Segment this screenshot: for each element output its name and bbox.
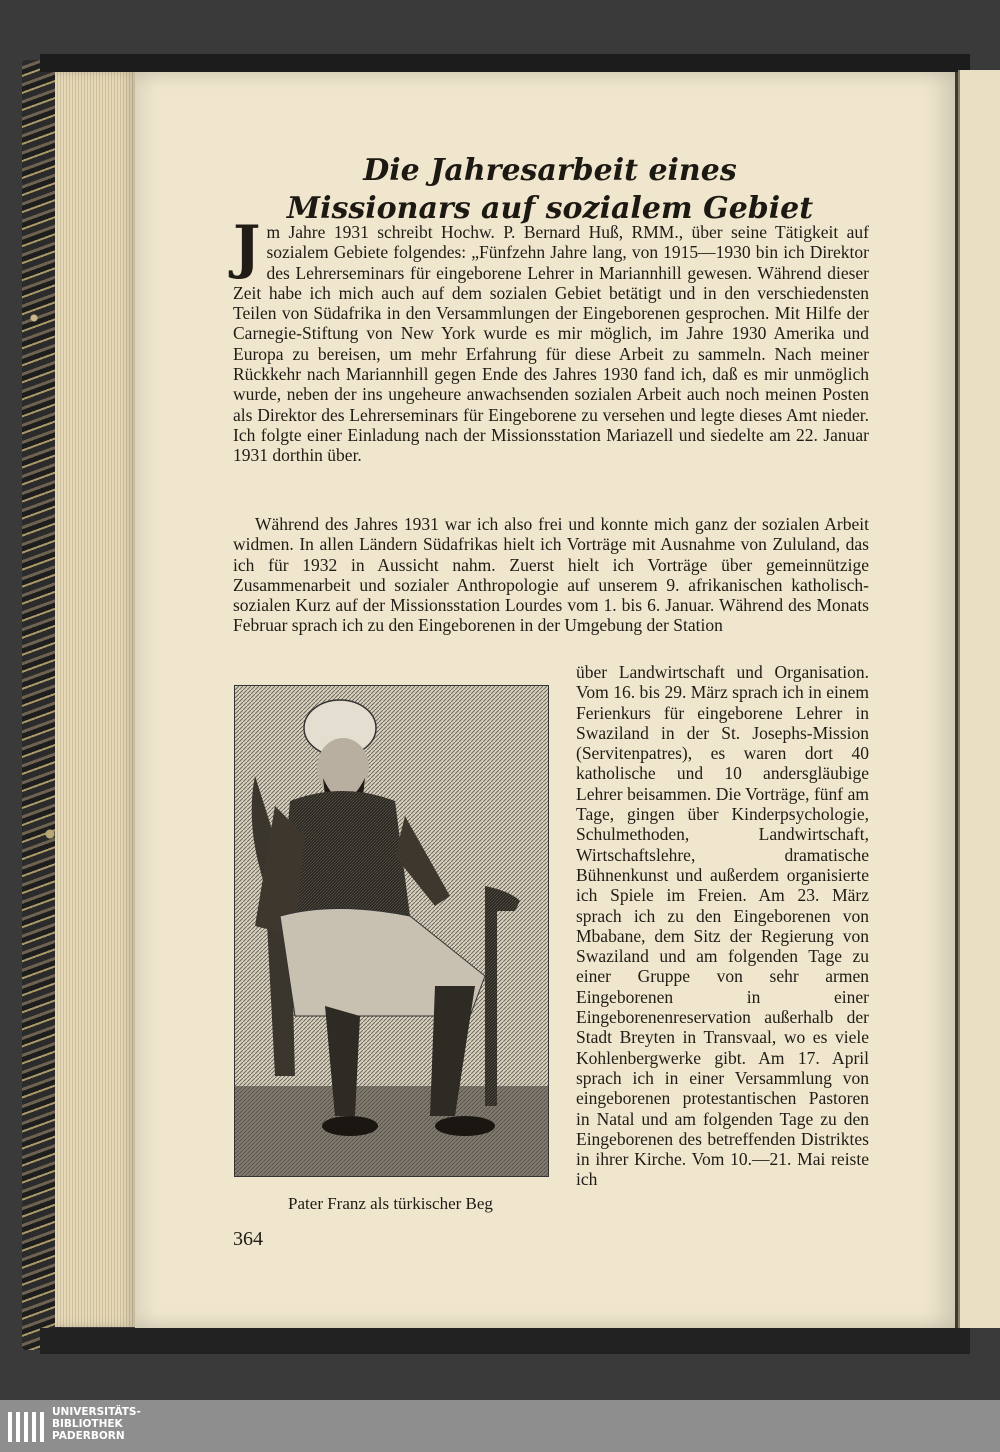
paragraph-2: Während des Jahres 1931 war ich also frei und konnte mich ganz der sozialen Arbeit widmen. In allen Ländern Südafrikas hielt ich Vorträge mit Ausnahme von Zululand, das ich für 1932 in Aussicht nahm. Zuerst hielt ich Vorträge über gemeinnützige Zusammenarbeit und sozialer Anthropologie auf unserem 9. afrikanischen katholisch-sozialen Kurz auf der Missionsstation Lourdes vom 1. bis 6. Januar. Während des Monats Februar sprach ich zu den Eingeborenen in der Umgebung der Station [233, 514, 869, 636]
book-page [135, 72, 955, 1328]
page-number: 364 [233, 1228, 263, 1250]
library-name-line-3: PADERBORN [52, 1430, 125, 1442]
photo-caption: Pater Franz als türkischer Beg [288, 1194, 493, 1213]
library-footer [0, 1400, 1000, 1452]
library-name [52, 1406, 141, 1442]
facing-page-edge [958, 70, 1000, 1328]
page-stack-edges [55, 72, 135, 1327]
paragraph-1 [233, 213, 869, 466]
paragraph-3-column: über Landwirtschaft und Organisation. Vom 16. bis 29. März sprach ich in einem Ferienkurs für eingeborene Lehrer in Swaziland in der St. Josephs-Mission (Servitenpatres), es waren dort 40 katholische und 10 andersgläubige Lehrer beisammen. Die Vorträge, fünf am Tage, gingen über Kinderpsychologie, Schulmethoden, Landwirtschaft, Wirtschaftslehre, dramatische Bühnenkunst und außerdem organisierte ich Spiele im Freien. Am 23. März sprach ich zu den Eingeborenen von Mbabane, dem Sitz der Regierung von Swaziland und am folgenden Tage zu einer Gruppe von sehr armen Eingeborenen in einer Eingeborenenreservation außerhalb der Stadt Breyten in Transvaal, wo es viele Kohlenbergwerke gibt. Am 17. April sprach ich in einer Versammlung von eingeborenen protestantischen Pastoren in Natal und am folgenden Tage zu den Eingeborenen des betreffenden Distriktes in ihrer Kirche. Vom 10.—21. Mai reiste ich [576, 662, 869, 1190]
library-name-line-2: BIBLIOTHEK [52, 1418, 123, 1430]
drop-cap: J [233, 213, 261, 281]
portrait-figure-icon [235, 686, 548, 1176]
book-spine-top [40, 54, 970, 72]
book-spine-bottom [40, 1328, 970, 1354]
library-logo-icon [6, 1408, 46, 1446]
article-title: Die Jahresarbeit eines Missionars auf sozialem Gebiet [286, 153, 814, 226]
portrait-engraving [234, 685, 549, 1177]
library-name-line-1: UNIVERSITÄTS- [52, 1406, 141, 1418]
paragraph-1-text: m Jahre 1931 schreibt Hochw. P. Bernard Huß, RMM., über seine Tätigkeit auf sozialem Gebiete folgendes: „Fünfzehn Jahre lang, von 1915—1930 bin ich Direktor des Lehrerseminars für eingeborene Lehrer in Mariannhill gewesen. Während dieser Zeit habe ich mich auch auf dem sozialen Gebiet betätigt und in den verschiedensten Teilen von Südafrika in den Versammlungen der Eingeborenen gesprochen. Mit Hilfe der Carnegie-Stiftung von New York wurde es mir möglich, im Jahre 1930 Amerika und Europa zu bereisen, um mehr Erfahrung für diese Arbeit zu sammeln. Nach meiner Rückkehr nach Mariannhill gegen Ende des Jahres 1930 fand ich, daß es mir unmöglich wurde, neben der ins ungeheure anwachsenden sozialen Arbeit auch noch meinen Posten als Direktor des Lehrerseminars für Eingeborene zu versehen und legte dieses Amt nieder. Ich folgte einer Einladung nach der Missionsstation Mariazell und siedelte am 22. Januar 1931 dorthin über. [233, 222, 869, 466]
